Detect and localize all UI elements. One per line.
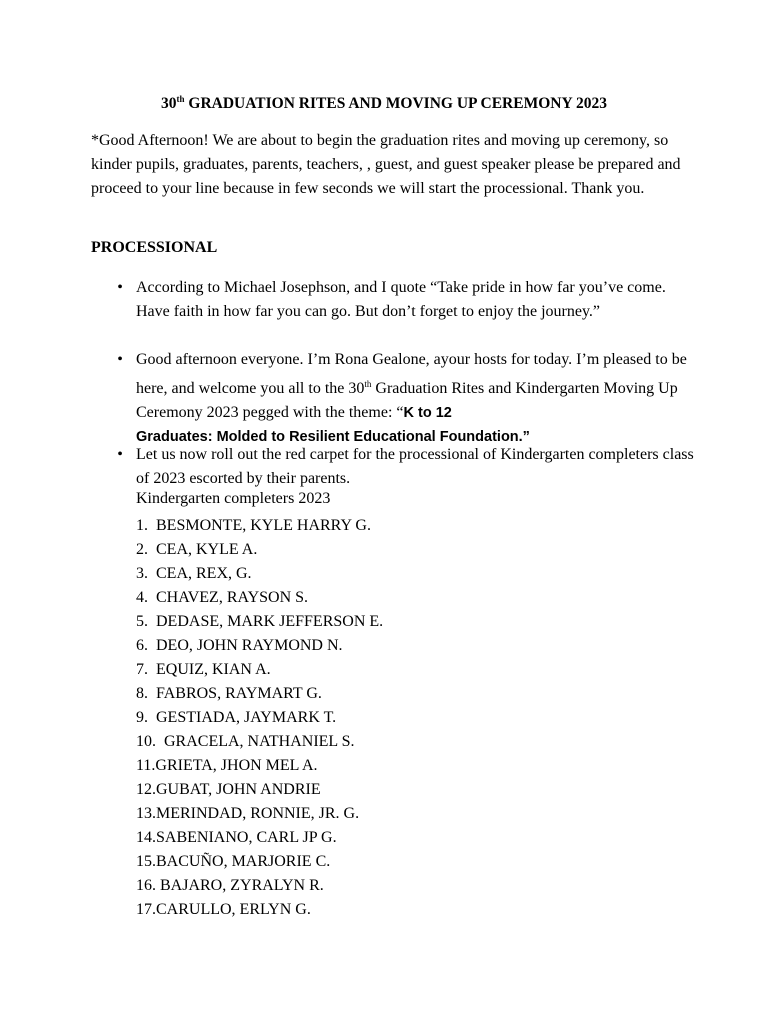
title-number: 30 (161, 95, 177, 112)
bullet-carpet-text: Let us now roll out the red carpet for the processional of Kindergarten completers class of 2023 escorted by their parents. (136, 446, 694, 487)
theme-text-2: Graduates: Molded to Resilient Educational Foundation.” (136, 429, 530, 445)
list-item: 2. CEA, KYLE A. (136, 541, 258, 558)
list-item: 16. BAJARO, ZYRALYN R. (136, 877, 324, 894)
title-text: GRADUATION RITES AND MOVING UP CEREMONY 2023 (184, 95, 607, 112)
list-item: 5. DEDASE, MARK JEFFERSON E. (136, 613, 384, 630)
list-item: 7. EQUIZ, KIAN A. (136, 661, 271, 678)
list-item: 3. CEA, REX, G. (136, 565, 252, 582)
list-item: 15.BACUÑO, MARJORIE C. (136, 853, 331, 870)
bullet-dot-icon: • (117, 279, 123, 296)
list-item: 8. FABROS, RAYMART G. (136, 685, 322, 702)
intro-paragraph: *Good Afternoon! We are about to begin the graduation rites and moving up ceremony, so kinder pupils, graduates, parents, teachers, , guest, and guest speaker please be prepared and proceed to your line because in few seconds we will start the processional. Thank you. (91, 132, 681, 197)
list-item: 13.MERINDAD, RONNIE, JR. G. (136, 805, 360, 822)
list-item: 1. BESMONTE, KYLE HARRY G. (136, 517, 371, 534)
list-item: 14.SABENIANO, CARL JP G. (136, 829, 337, 846)
list-item: 11.GRIETA, JHON MEL A. (136, 757, 318, 774)
title-superscript: th (176, 94, 185, 104)
bullet-carpet (117, 443, 696, 491)
list-title: Kindergarten completers 2023 (136, 490, 331, 507)
bullet-welcome-text-1: Good afternoon everyone. I’m Rona Gealone, ayour hosts for today. I’m pleased to be here, and welcome you all to the 30 (136, 351, 687, 397)
bullet-dot-icon: • (117, 351, 123, 368)
list-item: 6. DEO, JOHN RAYMOND N. (136, 637, 343, 654)
bullet-welcome-text-2: Graduation Rites and Kindergarten Moving Up Ceremony 2023 pegged with the theme: “ (136, 380, 678, 421)
document-title (0, 94, 768, 113)
bullet-welcome (117, 348, 696, 449)
list-item: 4. CHAVEZ, RAYSON S. (136, 589, 309, 606)
list-item: 12.GUBAT, JOHN ANDRIE (136, 781, 321, 798)
list-item: 17.CARULLO, ERLYN G. (136, 901, 311, 918)
bullet-quote-text: According to Michael Josephson, and I quote “Take pride in how far you’ve come. Have faith in how far you can go. But don’t forget to enjoy the journey.” (136, 279, 666, 320)
bullet-quote (117, 276, 696, 324)
theme-text-1: K to 12 (403, 405, 452, 421)
completers-list (136, 514, 383, 922)
bullet-dot-icon: • (117, 446, 123, 463)
section-heading: PROCESSIONAL (91, 239, 218, 256)
bullet-welcome-superscript: th (364, 379, 372, 389)
list-item: 9. GESTIADA, JAYMARK T. (136, 709, 337, 726)
list-item: 10. GRACELA, NATHANIEL S. (136, 733, 355, 750)
